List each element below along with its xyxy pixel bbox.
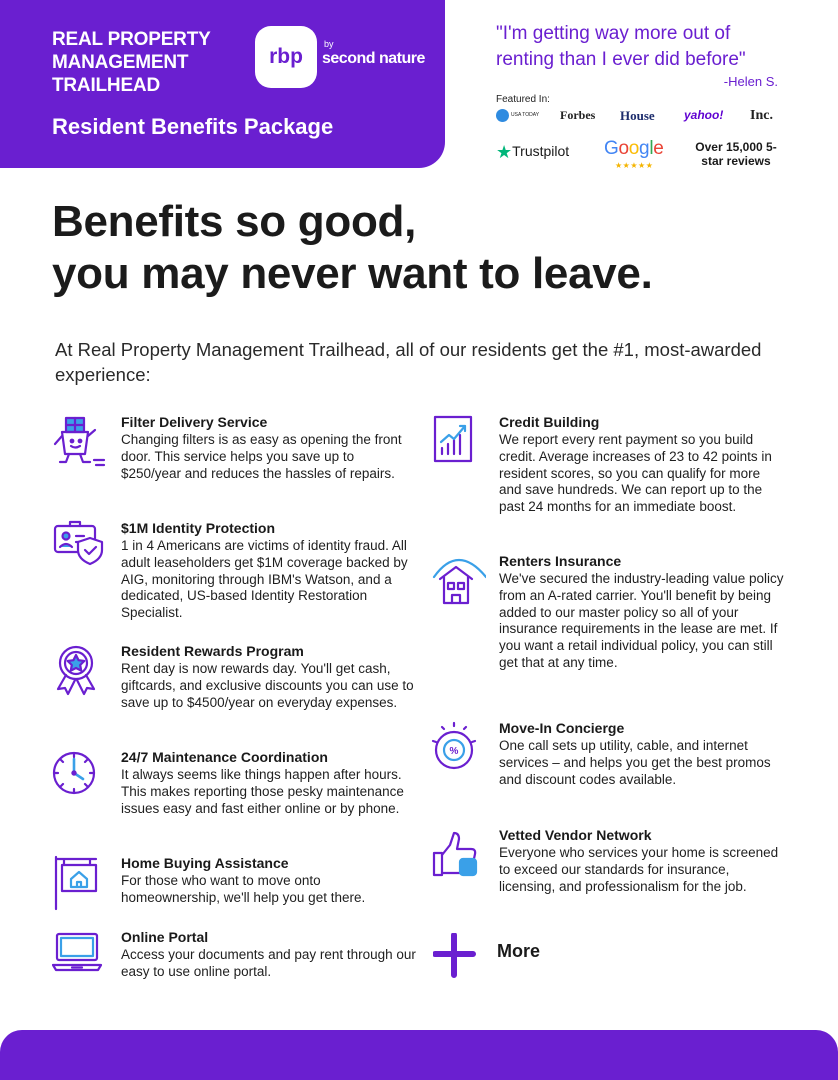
benefit-title: Vetted Vendor Network xyxy=(499,827,652,843)
footer-bar xyxy=(0,1030,838,1080)
benefit-description: One call sets up utility, cable, and internet services – and helps you get the best promos and discount codes available. xyxy=(499,738,771,787)
press-logos xyxy=(496,108,786,130)
featured-in-label: Featured In: xyxy=(496,94,550,105)
benefit-title: $1M Identity Protection xyxy=(121,520,276,536)
concierge-dial-icon xyxy=(430,720,486,776)
benefit-title: Filter Delivery Service xyxy=(121,414,268,430)
trustpilot-star-icon: ★ xyxy=(496,142,513,162)
reviews-count: Over 15,000 5-star reviews xyxy=(695,140,777,168)
google-logo: Google xyxy=(604,138,664,159)
benefit-description: For those who want to move onto homeownership, we'll help you get there. xyxy=(121,873,366,905)
trustpilot-logo: ★Trustpilot xyxy=(496,142,570,162)
testimonial-quote: "I'm getting way more out of renting than I ever did before" xyxy=(496,23,746,70)
benefit-title: Resident Rewards Program xyxy=(121,643,304,659)
benefit-description: Rent day is now rewards day. You'll get cash, giftcards, and exclusive discounts you can use to save up to $4500/year on everyday expenses. xyxy=(121,661,414,710)
second-nature-wordmark: second nature xyxy=(322,50,425,67)
benefit-title: Renters Insurance xyxy=(499,553,622,569)
testimonial-author: -Helen S. xyxy=(723,74,778,89)
plus-icon xyxy=(433,933,489,989)
benefit-description: We've secured the industry-leading value policy from an A-rated carrier. You'll benefit by being added to our master policy so all of your insurance requirements in the lease are met. If you want a retail individual policy, you can still get that at any time. xyxy=(499,571,784,670)
clock-icon xyxy=(52,749,108,805)
usa-today-logo: USA TODAY xyxy=(496,108,533,122)
rbp-logo: rbp xyxy=(255,26,317,88)
google-stars: ★★★★★ xyxy=(615,161,654,170)
thumbs-up-icon xyxy=(430,827,486,883)
benefit-description: Changing filters is as easy as opening the front door. This service helps you save up to $250/year and reduces the hassles of repairs. xyxy=(121,432,402,481)
headline xyxy=(52,196,812,300)
growth-chart-icon xyxy=(430,414,486,470)
benefit-description: Everyone who services your home is screened to exceed our standards for insurance, licensing, and professionalism for the job. xyxy=(499,845,779,894)
inc-logo: Inc. xyxy=(750,108,773,123)
benefit-title: Move-In Concierge xyxy=(499,720,625,736)
forbes-logo: Forbes xyxy=(560,108,596,122)
company-name: REAL PROPERTY MANAGEMENT TRAILHEAD xyxy=(52,29,211,96)
headline-line-2: you may never want to leave. xyxy=(52,249,653,298)
house-umbrella-icon xyxy=(430,553,486,609)
by-label: by xyxy=(324,39,334,49)
second-nature-logo xyxy=(322,38,425,66)
yahoo-logo: yahoo! xyxy=(684,108,724,122)
headline-line-1: Benefits so good, xyxy=(52,197,417,246)
house-logo: House xyxy=(620,108,655,123)
benefit-description: 1 in 4 Americans are victims of identity fraud. All adult leaseholders get $1M coverage backed by AIG, monitoring through IBM's Watson, and a dedicated, US-based Identity Restoration Specialist. xyxy=(121,538,408,621)
filter-box-icon xyxy=(52,414,108,470)
benefit-description: It always seems like things happen after hours. This makes reporting those pesky maintenance issues easy and fast either online or by phone. xyxy=(121,767,404,816)
benefit-description: Access your documents and pay rent through our easy to use online portal. xyxy=(121,947,416,979)
header-banner xyxy=(0,0,445,168)
award-ribbon-icon xyxy=(52,643,108,699)
laptop-icon xyxy=(52,929,108,985)
intro-text: At Real Property Management Trailhead, all of our residents get the #1, most-awarded experience: xyxy=(55,339,762,385)
benefit-description: We report every rent payment so you build credit. Average increases of 23 to 42 points in resident scores, so you can qualify for more and save hundreds. We can report up to the past 24 months for an immediate boost. xyxy=(499,432,772,515)
more-label: More xyxy=(497,941,541,961)
benefit-title: 24/7 Maintenance Coordination xyxy=(121,749,328,765)
home-sign-icon xyxy=(52,855,108,911)
benefit-title: Online Portal xyxy=(121,929,209,945)
benefit-title: Home Buying Assistance xyxy=(121,855,289,871)
benefit-title: Credit Building xyxy=(499,414,600,430)
svg-text:%: % xyxy=(449,746,459,757)
id-shield-icon xyxy=(52,520,108,576)
package-title: Resident Benefits Package xyxy=(52,114,334,139)
